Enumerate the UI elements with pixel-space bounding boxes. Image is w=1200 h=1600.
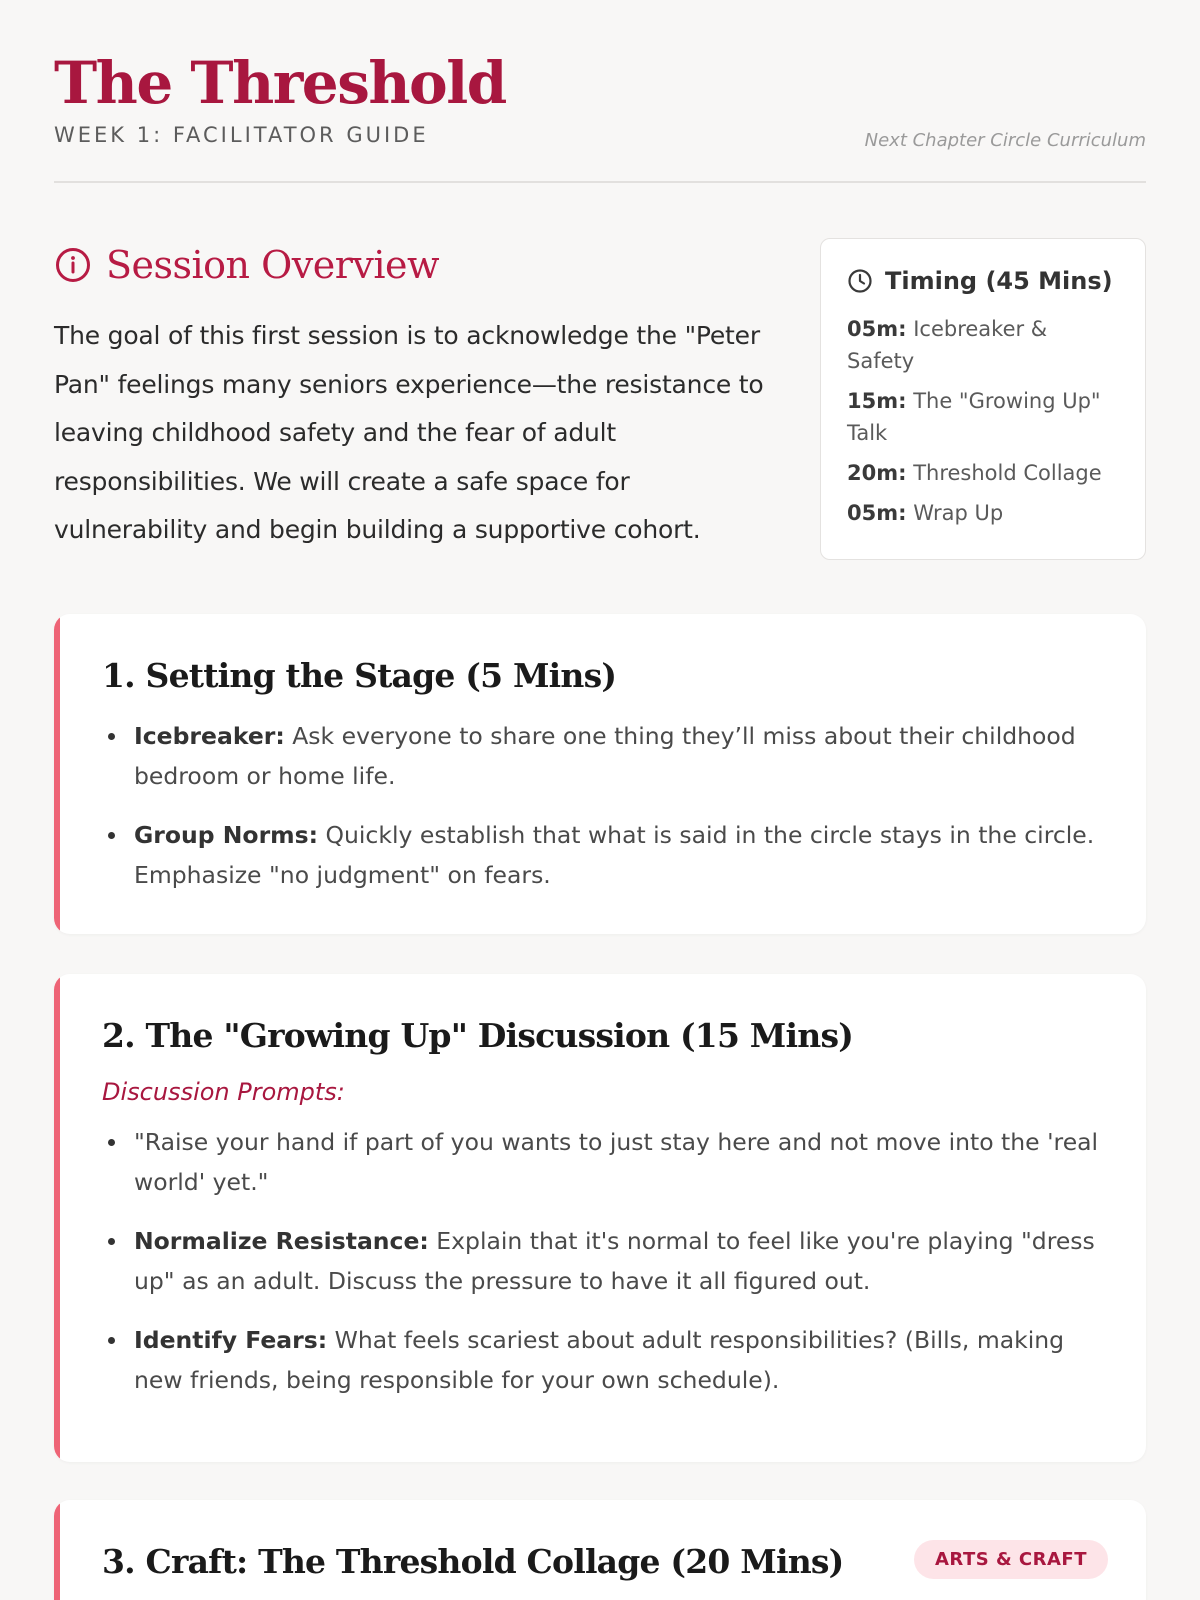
- section-bullets: [102, 716, 1102, 895]
- timing-item: [847, 385, 1119, 449]
- list-item: [102, 815, 1102, 895]
- overview-title: Session Overview: [106, 243, 440, 287]
- section-title: 3. Craft: The Threshold Collage (20 Mins): [102, 1542, 844, 1581]
- bullet-text: Ask everyone to share one thing they’ll miss about their childhood bedroom or home life.: [134, 722, 1076, 790]
- clock-icon: [847, 268, 873, 294]
- info-icon: [54, 246, 92, 284]
- section-card-growing-up-discussion: [54, 974, 1146, 1462]
- discussion-prompts-label: Discussion Prompts:: [102, 1078, 345, 1106]
- list-item: [102, 1320, 1102, 1400]
- list-item: [102, 1221, 1102, 1301]
- timing-item-time: 05m:: [847, 501, 907, 525]
- timing-item-time: 05m:: [847, 317, 907, 341]
- timing-item: [847, 313, 1119, 377]
- bullet-text: Explain that it's normal to feel like you're playing "dress up" as an adult. Discuss the pressure to have it all figured out.: [134, 1227, 1095, 1295]
- bullet-bold-label: Icebreaker:: [134, 722, 285, 750]
- page-header: [54, 50, 1146, 183]
- timing-item-time: 20m:: [847, 461, 907, 485]
- timing-item: [847, 497, 1119, 529]
- bullet-text: "Raise your hand if part of you wants to just stay here and not move into the 'real world' yet.": [134, 1128, 1099, 1196]
- timing-item: [847, 457, 1119, 489]
- list-item: [102, 1122, 1102, 1202]
- bullet-text: Quickly establish that what is said in the circle stays in the circle. Emphasize "no judgment" on fears.: [134, 821, 1095, 889]
- timing-heading: [847, 267, 1119, 295]
- bullet-bold-label: Group Norms:: [134, 821, 319, 849]
- bullet-text: What feels scariest about adult responsibilities? (Bills, making new friends, being responsible for your own schedule).: [134, 1326, 1065, 1394]
- section-card-threshold-collage: [54, 1500, 1146, 1600]
- arts-craft-badge: ARTS & CRAFT: [914, 1540, 1108, 1579]
- curriculum-label: Next Chapter Circle Curriculum: [864, 130, 1146, 151]
- bullet-bold-label: Identify Fears:: [134, 1326, 328, 1354]
- timing-item-label: Threshold Collage: [913, 461, 1102, 485]
- section-title: 2. The "Growing Up" Discussion (15 Mins): [102, 1016, 854, 1055]
- session-overview: [54, 240, 774, 555]
- timing-item-label: Wrap Up: [913, 501, 1004, 525]
- timing-item-label: Icebreaker & Safety: [847, 317, 1048, 373]
- list-item: [102, 716, 1102, 796]
- timing-item-time: 15m:: [847, 389, 907, 413]
- timing-title: Timing (45 Mins): [885, 267, 1113, 295]
- timing-item-label: The "Growing Up" Talk: [847, 389, 1101, 445]
- page-title: The Threshold: [54, 49, 506, 117]
- overview-text: The goal of this first session is to acknowledge the "Peter Pan" feelings many seniors experience—the resistance to leaving childhood safety and the fear of adult responsibilities. We will create a safe space for vulnerability and begin building a supportive cohort.: [54, 321, 764, 544]
- timing-list: [847, 313, 1119, 529]
- page-subtitle: WEEK 1: FACILITATOR GUIDE: [54, 123, 429, 147]
- section-card-setting-the-stage: [54, 614, 1146, 934]
- timing-box: [820, 238, 1146, 560]
- bullet-bold-label: Normalize Resistance:: [134, 1227, 429, 1255]
- section-bullets: [102, 1122, 1102, 1400]
- overview-heading: [54, 240, 774, 290]
- section-title: 1. Setting the Stage (5 Mins): [102, 656, 617, 695]
